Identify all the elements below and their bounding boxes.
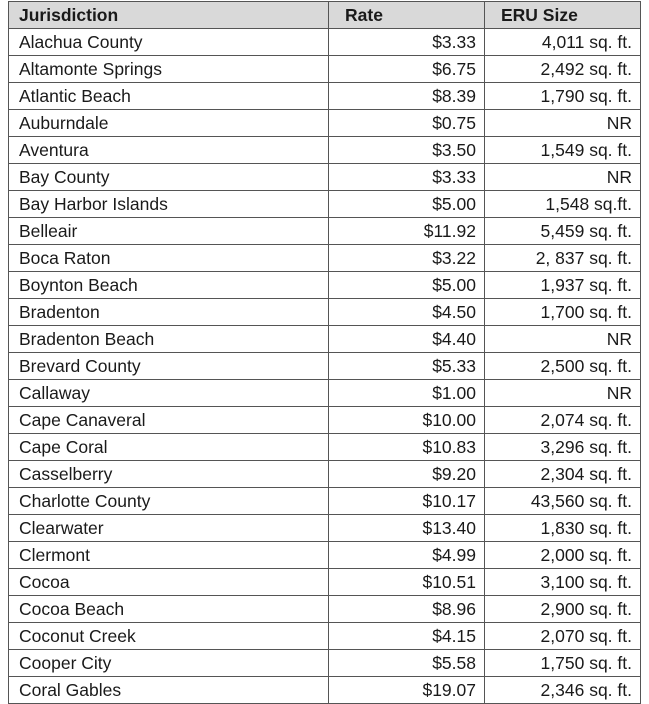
cell-rate: $3.33 bbox=[329, 29, 485, 56]
cell-jurisdiction: Cocoa bbox=[9, 569, 329, 596]
cell-rate: $5.00 bbox=[329, 272, 485, 299]
cell-jurisdiction: Bay Harbor Islands bbox=[9, 191, 329, 218]
cell-jurisdiction: Cape Canaveral bbox=[9, 407, 329, 434]
table-row bbox=[9, 407, 641, 434]
cell-rate: $9.20 bbox=[329, 461, 485, 488]
cell-eru-size: 4,011 sq. ft. bbox=[485, 29, 641, 56]
cell-eru-size: 1,830 sq. ft. bbox=[485, 515, 641, 542]
cell-jurisdiction: Bay County bbox=[9, 164, 329, 191]
table-row bbox=[9, 677, 641, 704]
table-row bbox=[9, 272, 641, 299]
table-row bbox=[9, 29, 641, 56]
cell-jurisdiction: Atlantic Beach bbox=[9, 83, 329, 110]
cell-eru-size: 2,070 sq. ft. bbox=[485, 623, 641, 650]
cell-eru-size: 2,500 sq. ft. bbox=[485, 353, 641, 380]
cell-rate: $13.40 bbox=[329, 515, 485, 542]
table-row bbox=[9, 218, 641, 245]
cell-rate: $5.33 bbox=[329, 353, 485, 380]
table-row bbox=[9, 542, 641, 569]
cell-rate: $10.00 bbox=[329, 407, 485, 434]
cell-jurisdiction: Boca Raton bbox=[9, 245, 329, 272]
cell-jurisdiction: Clermont bbox=[9, 542, 329, 569]
stormwater-rate-table bbox=[8, 1, 641, 704]
cell-jurisdiction: Casselberry bbox=[9, 461, 329, 488]
table-row bbox=[9, 245, 641, 272]
cell-rate: $10.17 bbox=[329, 488, 485, 515]
cell-rate: $8.96 bbox=[329, 596, 485, 623]
cell-eru-size: 1,549 sq. ft. bbox=[485, 137, 641, 164]
cell-jurisdiction: Cooper City bbox=[9, 650, 329, 677]
table-row bbox=[9, 569, 641, 596]
cell-jurisdiction: Clearwater bbox=[9, 515, 329, 542]
header-row bbox=[9, 2, 641, 29]
table-row bbox=[9, 380, 641, 407]
cell-rate: $1.00 bbox=[329, 380, 485, 407]
table-row bbox=[9, 56, 641, 83]
table-row bbox=[9, 596, 641, 623]
cell-rate: $0.75 bbox=[329, 110, 485, 137]
header-jurisdiction: Jurisdiction bbox=[9, 2, 329, 29]
cell-eru-size: 2,000 sq. ft. bbox=[485, 542, 641, 569]
cell-rate: $10.83 bbox=[329, 434, 485, 461]
cell-rate: $5.58 bbox=[329, 650, 485, 677]
cell-eru-size: 1,790 sq. ft. bbox=[485, 83, 641, 110]
cell-eru-size: 1,937 sq. ft. bbox=[485, 272, 641, 299]
cell-rate: $4.99 bbox=[329, 542, 485, 569]
cell-jurisdiction: Alachua County bbox=[9, 29, 329, 56]
cell-rate: $4.50 bbox=[329, 299, 485, 326]
cell-rate: $6.75 bbox=[329, 56, 485, 83]
table-row bbox=[9, 515, 641, 542]
cell-eru-size: 3,100 sq. ft. bbox=[485, 569, 641, 596]
header-rate: Rate bbox=[329, 2, 485, 29]
cell-jurisdiction: Brevard County bbox=[9, 353, 329, 380]
table-row bbox=[9, 137, 641, 164]
cell-eru-size: NR bbox=[485, 164, 641, 191]
cell-eru-size: 1,548 sq.ft. bbox=[485, 191, 641, 218]
table-row bbox=[9, 461, 641, 488]
cell-eru-size: 2,492 sq. ft. bbox=[485, 56, 641, 83]
table-row bbox=[9, 83, 641, 110]
cell-rate: $5.00 bbox=[329, 191, 485, 218]
table-row bbox=[9, 326, 641, 353]
cell-jurisdiction: Bradenton bbox=[9, 299, 329, 326]
table-row bbox=[9, 164, 641, 191]
cell-eru-size: 2, 837 sq. ft. bbox=[485, 245, 641, 272]
cell-eru-size: 2,346 sq. ft. bbox=[485, 677, 641, 704]
cell-rate: $11.92 bbox=[329, 218, 485, 245]
cell-rate: $3.33 bbox=[329, 164, 485, 191]
cell-eru-size: 43,560 sq. ft. bbox=[485, 488, 641, 515]
cell-eru-size: NR bbox=[485, 110, 641, 137]
cell-eru-size: NR bbox=[485, 326, 641, 353]
cell-rate: $10.51 bbox=[329, 569, 485, 596]
cell-rate: $19.07 bbox=[329, 677, 485, 704]
cell-jurisdiction: Altamonte Springs bbox=[9, 56, 329, 83]
cell-jurisdiction: Bradenton Beach bbox=[9, 326, 329, 353]
table-row bbox=[9, 488, 641, 515]
table-row bbox=[9, 110, 641, 137]
table-row bbox=[9, 299, 641, 326]
cell-rate: $4.15 bbox=[329, 623, 485, 650]
table-row bbox=[9, 434, 641, 461]
cell-eru-size: 1,750 sq. ft. bbox=[485, 650, 641, 677]
cell-jurisdiction: Callaway bbox=[9, 380, 329, 407]
table-body bbox=[9, 29, 641, 704]
cell-jurisdiction: Boynton Beach bbox=[9, 272, 329, 299]
cell-jurisdiction: Coral Gables bbox=[9, 677, 329, 704]
cell-eru-size: NR bbox=[485, 380, 641, 407]
header-eru-size: ERU Size bbox=[485, 2, 641, 29]
cell-eru-size: 2,074 sq. ft. bbox=[485, 407, 641, 434]
cell-rate: $3.50 bbox=[329, 137, 485, 164]
cell-jurisdiction: Cape Coral bbox=[9, 434, 329, 461]
cell-jurisdiction: Auburndale bbox=[9, 110, 329, 137]
cell-rate: $8.39 bbox=[329, 83, 485, 110]
cell-eru-size: 5,459 sq. ft. bbox=[485, 218, 641, 245]
table-row bbox=[9, 353, 641, 380]
table-row bbox=[9, 623, 641, 650]
cell-eru-size: 2,304 sq. ft. bbox=[485, 461, 641, 488]
table-row bbox=[9, 191, 641, 218]
cell-jurisdiction: Cocoa Beach bbox=[9, 596, 329, 623]
cell-jurisdiction: Charlotte County bbox=[9, 488, 329, 515]
cell-eru-size: 2,900 sq. ft. bbox=[485, 596, 641, 623]
cell-jurisdiction: Coconut Creek bbox=[9, 623, 329, 650]
cell-eru-size: 1,700 sq. ft. bbox=[485, 299, 641, 326]
cell-jurisdiction: Belleair bbox=[9, 218, 329, 245]
table-row bbox=[9, 650, 641, 677]
cell-eru-size: 3,296 sq. ft. bbox=[485, 434, 641, 461]
cell-rate: $3.22 bbox=[329, 245, 485, 272]
cell-jurisdiction: Aventura bbox=[9, 137, 329, 164]
cell-rate: $4.40 bbox=[329, 326, 485, 353]
